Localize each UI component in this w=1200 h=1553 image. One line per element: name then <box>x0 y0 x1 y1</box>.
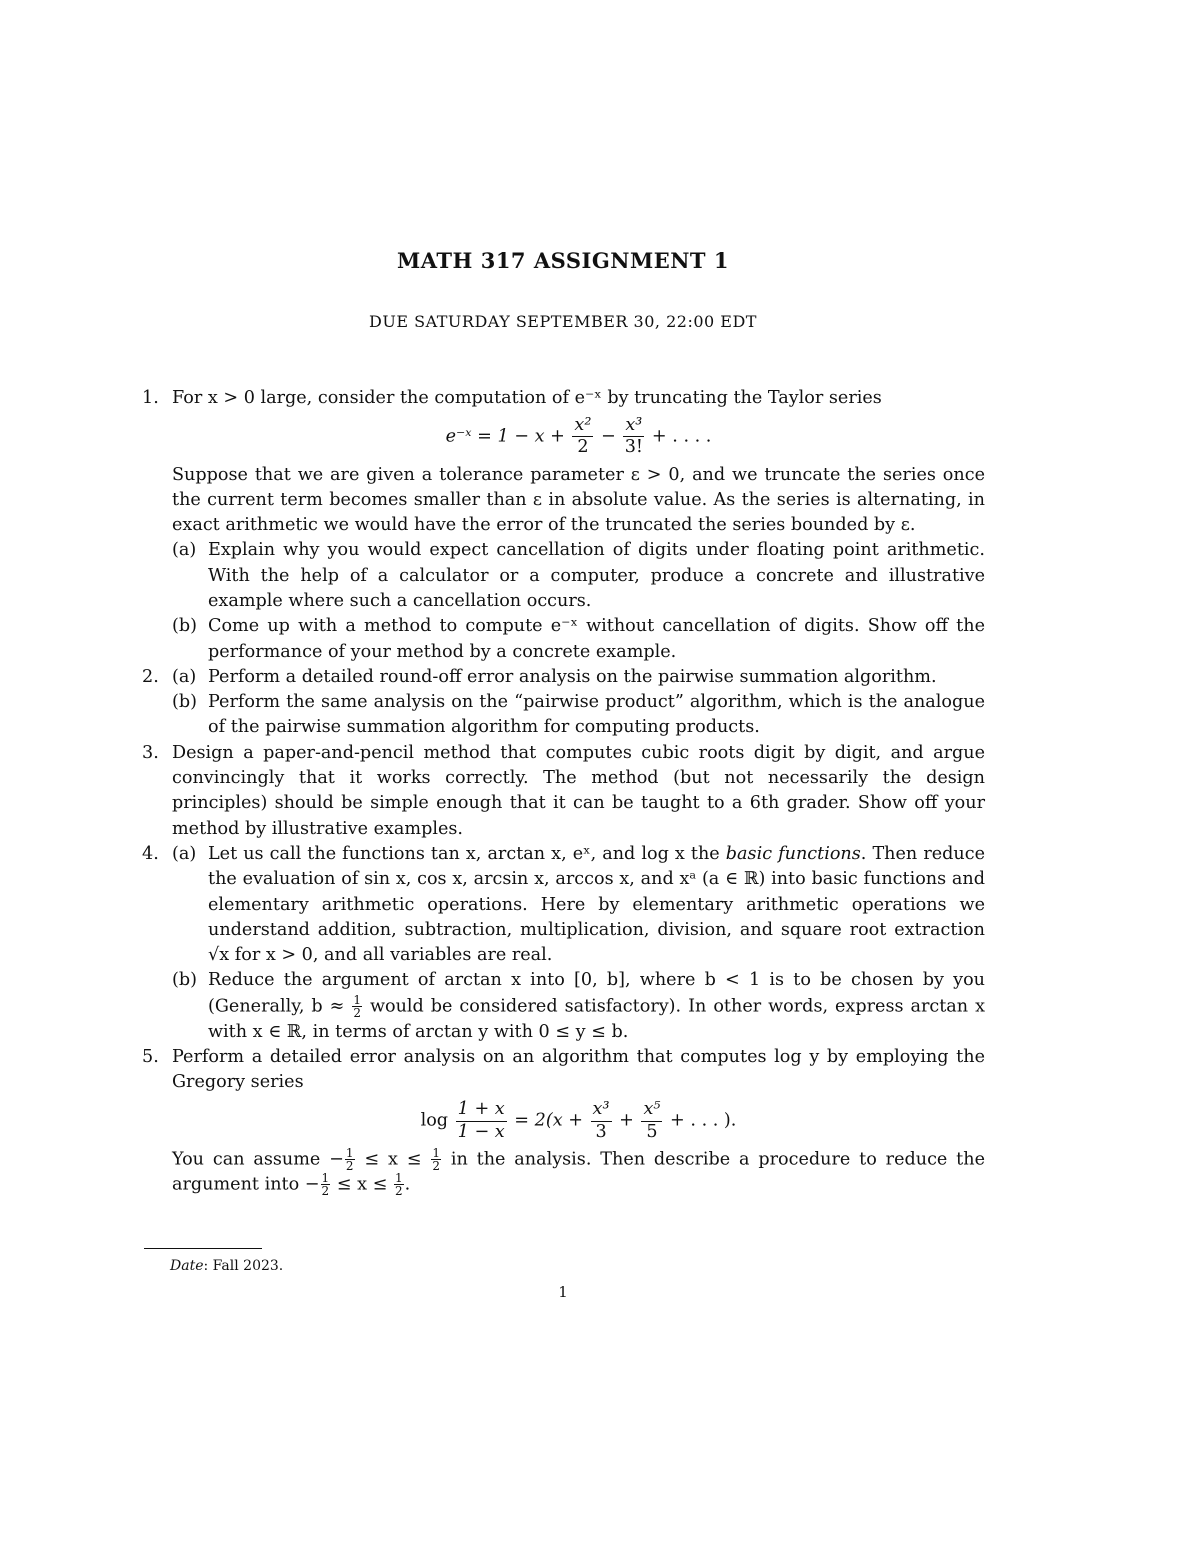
subpart-label: (b) <box>172 616 197 637</box>
problem-2 <box>142 665 985 741</box>
problem-3-text: Design a paper-and-pencil method that computes cubic roots digit by digit, and argue convincingly that it works correctly. The method (but not necessarily the design principles) should be simple enough that it can be taught to a 6th grader. Show off your method by illustrative examples. <box>172 742 985 839</box>
due-date: DUE SATURDAY SEPTEMBER 30, 22:00 EDT <box>369 312 757 331</box>
fraction: $\frac{1}{2}$ <box>345 1145 354 1173</box>
gregory-series-equation: log $\frac{1 + x}{1 - x}$ = 2(x + $\frac{\text{x³}}{3}$ + $\frac{\text{x⁵}}{5}$ + . . . ). <box>420 1099 737 1142</box>
problem-1a <box>172 538 985 614</box>
problem-1b <box>172 614 985 665</box>
footnote-date: Date: Fall 2023. <box>170 1258 284 1274</box>
problem-5-paragraph: You can assume − $\frac{1}{2}$ ≤ x ≤ $\frac{1}{2}$ in the analysis. Then describe a procedure to reduce the argument into − $\frac{1}{2}$ ≤ x ≤ $\frac{1}{2}$ . <box>172 1145 985 1199</box>
subpart-text: Perform the same analysis on the “pairwise product” algorithm, which is the analogue of the pairwise summation algorithm for computing products. <box>208 692 985 738</box>
subpart-label: (b) <box>172 970 197 991</box>
emphasis: basic functions <box>725 843 861 864</box>
subpart-label: (b) <box>172 692 197 713</box>
problem-1-paragraph: Suppose that we are given a tolerance parameter ε > 0, and we truncate the series once the current term becomes smaller than ε in absolute value. As the series is alternating, in exact arithmetic we would have the error of the truncated the series bounded by ε. <box>172 464 985 536</box>
problem-number: 3. <box>142 742 159 763</box>
document-title: MATH 317 ASSIGNMENT 1 <box>397 248 729 273</box>
problem-number: 5. <box>142 1046 159 1067</box>
fraction: $\frac{1 + x}{1 - x}$ <box>457 1099 505 1142</box>
fraction: $\frac{1}{2}$ <box>353 992 361 1020</box>
problem-5-intro: Perform a detailed error analysis on an algorithm that computes log y by employing the Gregory series <box>172 1046 985 1093</box>
fraction: $\frac{1}{2}$ <box>432 1145 440 1173</box>
subpart-text: Come up with a method to compute e⁻ˣ without cancellation of digits. Show off the performance of your method by a concrete example. <box>208 616 985 662</box>
problem-2b <box>172 690 985 741</box>
subpart-label: (a) <box>172 843 197 864</box>
footnote-rule <box>144 1248 262 1249</box>
subpart-label: (a) <box>172 540 197 561</box>
problem-number: 4. <box>142 843 159 864</box>
problem-number: 2. <box>142 666 159 687</box>
problem-1-intro: For x > 0 large, consider the computation of e⁻ˣ by truncating the Taylor series <box>172 388 882 408</box>
fraction: $\frac{1}{2}$ <box>321 1171 330 1199</box>
taylor-series-equation: e⁻ˣ = 1 − x + $\frac{\text{x²}}{2}$ − $\frac{\text{x³}}{3!}$ + . . . . <box>445 415 712 458</box>
page-number: 1 <box>558 1283 568 1301</box>
problem-4b <box>172 968 985 1044</box>
subpart-text: Reduce the argument of arctan x into [0, b], where b < 1 is to be chosen by you (Generally, b ≈ $\frac{1}{2}$ would be considered satisfactory). In other words, express arctan x with x ∈ ℝ, in terms of arctan y with 0 ≤ y ≤ b. <box>208 970 985 1042</box>
problem-1 <box>142 386 985 665</box>
problem-5 <box>142 1045 985 1198</box>
subpart-text: Explain why you would expect cancellation of digits under floating point arithmetic. With the help of a calculator or a computer, produce a concrete and illustrative example where such a cancellation occurs. <box>208 540 985 611</box>
fraction: $\frac{\text{x³}}{3}$ <box>592 1099 610 1142</box>
fraction: $\frac{\text{x⁵}}{5}$ <box>643 1099 661 1142</box>
subpart-text: Let us call the functions tan x, arctan x, eˣ, and log x the basic functions. Then reduce the evaluation of sin x, cos x, arcsin x, arccos x, and xᵃ (a ∈ ℝ) into basic functions and elementary arithmetic operations. Here by elementary arithmetic operations we understand addition, subtraction, multiplication, division, and square root extraction √x for x > 0, and all variables are real. <box>208 843 986 966</box>
problem-list <box>142 386 985 1198</box>
problem-4 <box>142 842 985 1045</box>
subpart-label: (a) <box>172 666 197 687</box>
problem-2a <box>172 665 985 690</box>
fraction: $\frac{1}{2}$ <box>394 1171 403 1199</box>
problem-4a <box>172 842 985 968</box>
fraction: $\frac{\text{x²}}{2}$ <box>574 415 592 458</box>
fraction: $\frac{\text{x³}}{3!}$ <box>624 415 643 458</box>
problem-number: 1. <box>142 388 159 408</box>
subpart-text: Perform a detailed round-off error analysis on the pairwise summation algorithm. <box>208 666 937 687</box>
problem-3 <box>142 741 985 842</box>
